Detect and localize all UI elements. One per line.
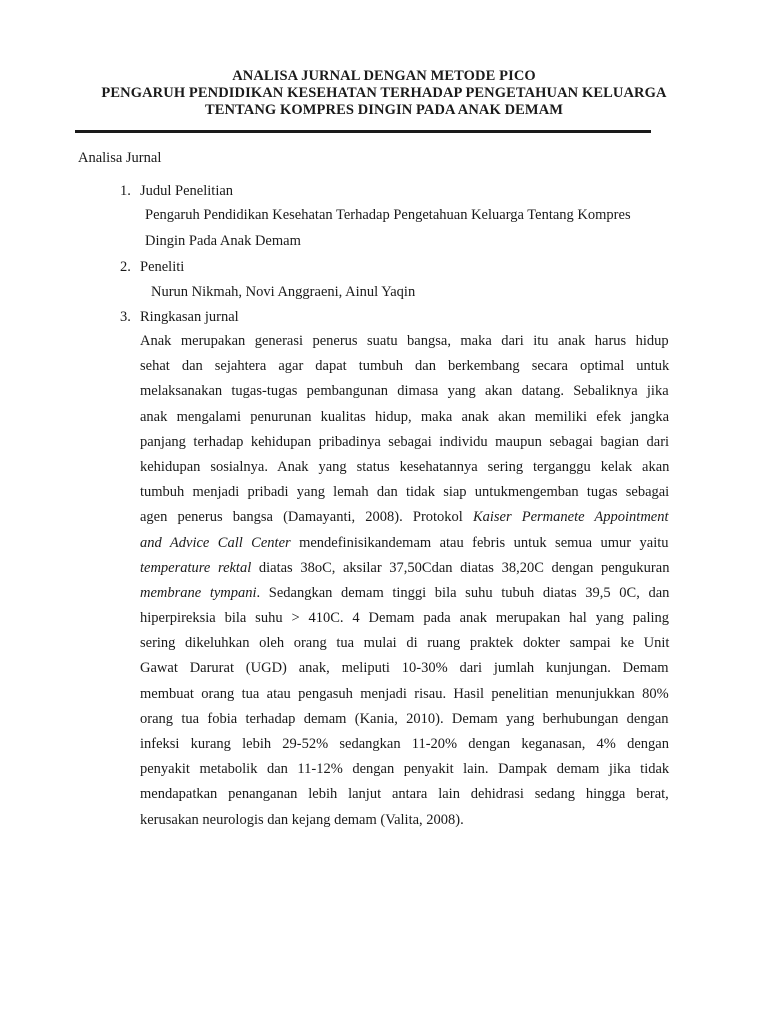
paragraph-line: kerusakan neurologis dan kejang demam (Valita, 2008). — [140, 811, 464, 828]
paragraph-line: Anak merupakan generasi penerus suatu bangsa, maka dari itu anak harus hidup — [140, 333, 669, 349]
paragraph-line: membuat orang tua atau pengasuh menjadi risau. Hasil penelitian menunjukkan 80% — [140, 685, 669, 702]
item-content-line: Pengaruh Pendidikan Kesehatan Terhadap Pengetahuan Keluarga Tentang Kompres — [145, 207, 631, 223]
paragraph-line: penyakit metabolik dan 11-12% dengan penyakit lain. Dampak demam jika tidak — [140, 761, 670, 778]
paragraph-line: orang tua fobia terhadap demam (Kania, 2010). Demam yang berhubungan dengan — [140, 710, 669, 727]
summary-paragraph — [140, 329, 669, 833]
list-heading: Peneliti — [140, 259, 185, 275]
list-item-researcher — [120, 257, 184, 277]
paragraph-line: and Advice Call Center mendefinisikandemam atau febris untuk semua umur yaitu — [140, 534, 669, 551]
paragraph-line: agen penerus bangsa (Damayanti, 2008). Protokol Kaiser Permanete Appointment — [140, 509, 669, 526]
item-content-line: Nurun Nikmah, Novi Anggraeni, Ainul Yaqin — [151, 283, 416, 300]
list-number: 2. — [120, 259, 131, 275]
paragraph-line: temperature rektal diatas 38oC, aksilar 37,50Cdan diatas 38,20C dengan pengukuran — [140, 559, 670, 576]
list-item-title — [120, 181, 233, 201]
paragraph-line: anak mengalami penurunan kualitas hidup, maka anak akan memiliki efek jangka — [140, 408, 670, 425]
paragraph-line: kehidupan sosialnya. Anak yang status kesehatannya sering terganggu kelak akan — [140, 458, 670, 475]
paragraph-line: mendapatkan penanganan lebih lanjut antara lain dehidrasi sedang hingga berat, — [140, 786, 669, 803]
list-number: 1. — [120, 183, 131, 199]
paragraph-line: melaksanakan tugas-tugas pembangunan dimasa yang akan datang. Sebaliknya jika — [140, 383, 669, 400]
title-divider — [75, 130, 651, 133]
document-title — [0, 68, 768, 119]
list-item-summary — [120, 307, 239, 327]
paragraph-line: tumbuh menjadi pribadi yang lemah dan tidak siap untukmengemban tugas sebagai — [140, 484, 670, 501]
paragraph-line: infeksi kurang lebih 29-52% sedangkan 11-20% dengan keganasan, 4% dengan — [140, 736, 669, 752]
list-heading: Ringkasan jurnal — [140, 309, 239, 325]
item-content-line: Dingin Pada Anak Demam — [145, 232, 301, 249]
paragraph-line: sering dikeluhkan oleh orang tua mulai di ruang praktek dokter sampai ke Unit — [140, 635, 670, 652]
section-label: Analisa Jurnal — [78, 150, 162, 166]
title-line-2: PENGARUH PENDIDIKAN KESEHATAN TERHADAP PENGETAHUAN KELUARGA — [101, 85, 667, 101]
title-line-1: ANALISA JURNAL DENGAN METODE PICO — [232, 68, 536, 84]
paragraph-line: sehat dan sejahtera agar dapat tumbuh dan berkembang secara optimal untuk — [140, 358, 670, 375]
paragraph-line: panjang terhadap kehidupan pribadinya sebagai individu maupun sebagai bagian dari — [140, 433, 670, 450]
paragraph-line: Gawat Darurat (UGD) anak, meliputi 10-30% dari jumlah kunjungan. Demam — [140, 660, 669, 677]
paragraph-line: hiperpireksia bila suhu > 410C. 4 Demam pada anak merupakan hal yang paling — [140, 610, 670, 627]
list-number: 3. — [120, 309, 131, 325]
title-line-3: TENTANG KOMPRES DINGIN PADA ANAK DEMAM — [204, 102, 564, 118]
list-heading: Judul Penelitian — [140, 183, 234, 199]
paragraph-line: membrane tympani. Sedangkan demam tinggi bila suhu tubuh diatas 39,5 0C, dan — [140, 584, 670, 601]
